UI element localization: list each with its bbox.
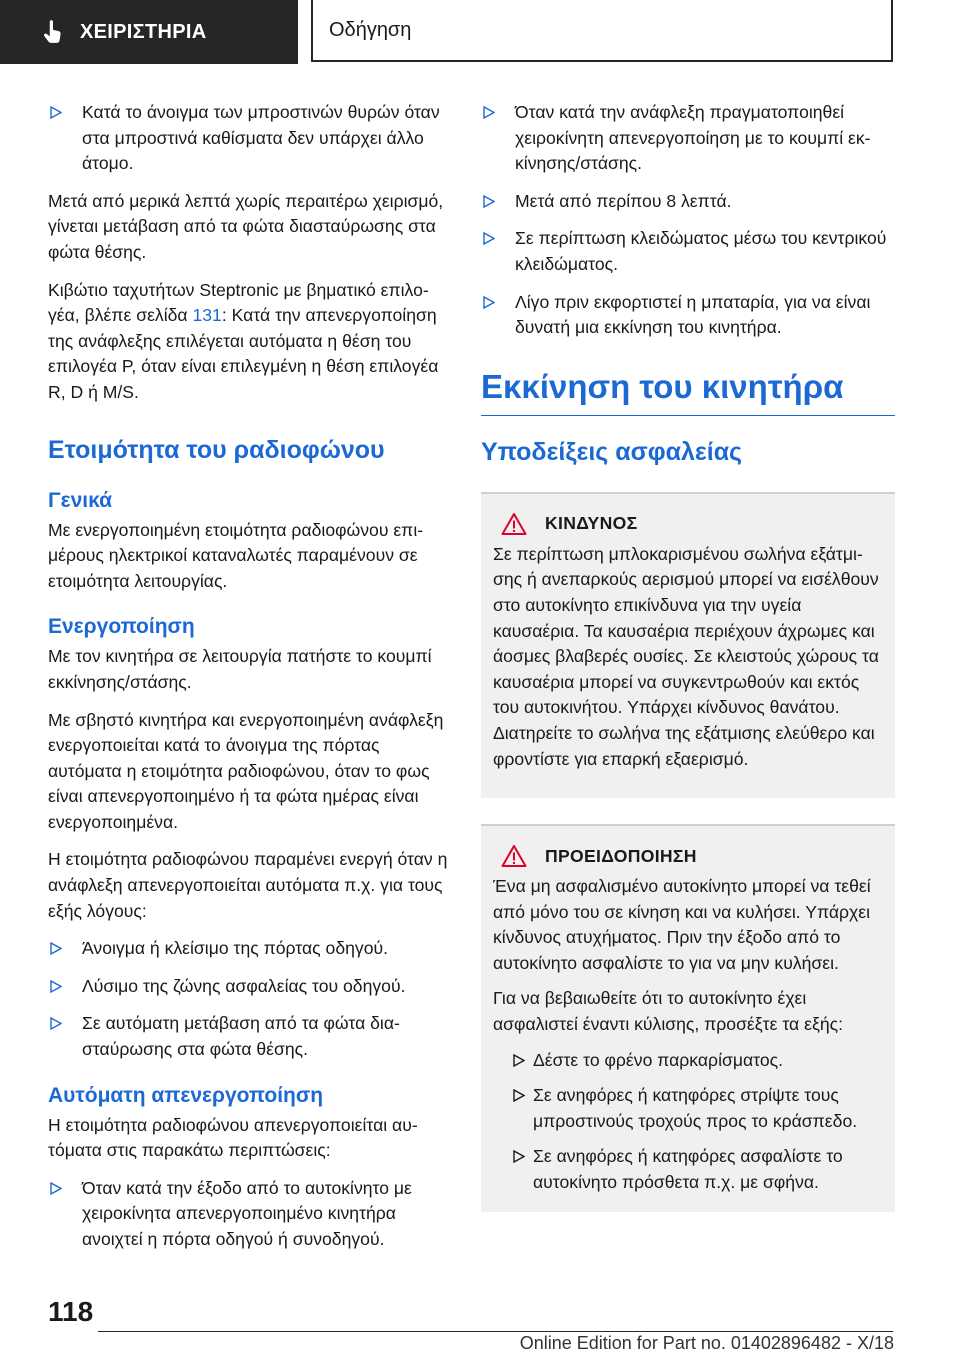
list-item: Σε ανηφόρες ή κατηφόρες ασφαλίστε το αυτοκίνητο πρόσθετα π.χ. με σφήνα. — [493, 1144, 883, 1195]
paragraph: Με σβηστό κινητήρα και ενεργοποιημένη ανάφλεξη ενεργοποιείται κατά το άνοιγμα της πόρτας αυτόματα η ετοιμότητα ραδιοφώνου, όταν το φως είναι απενεργοποιημένο ή τα φώτα ημέρας είναι ενεργοποιημένα. — [48, 709, 444, 832]
danger-box — [481, 492, 895, 798]
warning-text: Ένα μη ασφαλισμένο αυτοκίνητο μπορεί να τεθεί από μόνο του σε κίνηση και να κυλήσει. Υπάρχει κίνδυνος ατυχήματος. Πριν την έξοδο από το αυτοκίνητο ασφαλίστε το για να μην κυλήσει. — [493, 876, 871, 973]
paragraph: Κιβώτιο ταχυτήτων Steptronic με βηματικό επιλογέα, βλέπε σελίδα 131: Κατά την απενεργοποίηση της ανάφλεξης επιλέγεται αυτόματα η θέση του επιλογέα P, όταν είναι επιλεγμένη η θέση επιλογέα R, D ή M/S. — [48, 279, 439, 402]
list-item: Λύσιμο της ζώνης ασφαλείας του οδηγού. — [48, 974, 448, 1000]
list-item: Δέστε το φρένο παρκαρίσματος. — [493, 1048, 883, 1074]
triangle-bullet-icon — [50, 942, 62, 955]
list-item: Όταν κατά την ανάφλεξη πραγματοποιηθεί χειροκίνητη απενεργοποίηση με το κουμπί εκκίνησης/στάσης. — [481, 100, 895, 177]
list-item: Μετά από περίπου 8 λεπτά. — [481, 189, 895, 215]
subsection-heading: Αυτόματη απενεργοποίηση — [48, 1083, 324, 1107]
triangle-bullet-icon — [483, 195, 495, 208]
triangle-bullet-icon — [513, 1054, 525, 1067]
list-item: Σε περίπτωση κλειδώματος μέσω του κεντρικού κλειδώματος. — [481, 226, 895, 277]
list-item: Όταν κατά την έξοδο από το αυτοκίνητο με χειροκίνητα απενεργοποιημένο κινητήρα ανοιχτεί η πόρτα οδηγού ή συνοδηγού. — [48, 1176, 448, 1253]
footer-divider — [98, 1331, 893, 1332]
warning-triangle-icon — [501, 512, 527, 536]
page-number: 118 — [48, 1296, 94, 1327]
tab-section-label: Οδήγηση — [329, 18, 412, 41]
warning-box — [481, 824, 895, 1212]
triangle-bullet-icon — [50, 106, 62, 119]
list-item: Λίγο πριν εκφορτιστεί η μπαταρία, για να είναι δυνατή μια εκκίνηση του κινητήρα. — [481, 290, 895, 341]
danger-text: Σε περίπτωση μπλοκαρισμένου σωλήνα εξάτμισης ή ανεπαρκούς αερισμού μπορεί να εισέλθουν στο αυτοκίνητο επικίνδυνα για την υγεία καυσαέρια. Τα καυσαέρια περιέχουν άχρωμες και άοσμες βλαβερές ουσίες. Σε κλειστούς χώρους τα καυσαέρια μπορεί να συγκεντρωθούν και εκτός του αυτοκινήτου. Υπάρχει κίνδυνος θανάτου. Διατηρείτε το σωλήνα της εξάτμισης ελεύθερο και φροντίστε για επαρκή εξαερισμό. — [493, 543, 879, 769]
warning-text: Για να βεβαιωθείτε ότι το αυτοκίνητο έχει ασφαλιστεί έναντι κύλισης, προσέξτε τα εξής: — [493, 988, 843, 1035]
hand-pointer-icon — [40, 19, 66, 45]
paragraph: Η ετοιμότητα ραδιοφώνου απενεργοποιείται αυτόματα στις παρακάτω περιπτώσεις: — [48, 1114, 418, 1161]
triangle-bullet-icon — [50, 980, 62, 993]
list-item: Κατά το άνοιγμα των μπροστινών θυρών όταν στα μπροστινά καθίσματα δεν υπάρχει άλλο άτομο. — [48, 100, 448, 177]
paragraph: Με ενεργοποιημένη ετοιμότητα ραδιοφώνου επιμέρους ηλεκτρικοί καταναλωτές παραμένουν σε ετοιμότητα λειτουργίας. — [48, 519, 424, 591]
section-tab-controls[interactable] — [0, 0, 298, 64]
triangle-bullet-icon — [513, 1150, 525, 1163]
triangle-bullet-icon — [483, 296, 495, 309]
paragraph: Η ετοιμότητα ραδιοφώνου παραμένει ενεργή όταν η ανάφλεξη απενεργοποιείται αυτόματα π.χ. για τους εξής λόγους: — [48, 849, 448, 921]
list-item: Άνοιγμα ή κλείσιμο της πόρτας οδηγού. — [48, 936, 448, 962]
chapter-heading: Εκκίνηση του κινητήρα — [481, 367, 844, 405]
tab-active-label: ΧΕΙΡΙΣΤΗΡΙΑ — [80, 20, 207, 43]
page-link[interactable]: 131 — [192, 305, 222, 326]
triangle-bullet-icon — [50, 1017, 62, 1030]
section-heading: Ετοιμότητα του ραδιοφώνου — [48, 435, 385, 464]
paragraph: Μετά από μερικά λεπτά χωρίς περαιτέρω χειρισμό, γίνεται μετάβαση από τα φώτα διασταύρωσης στα φώτα θέσης. — [48, 190, 444, 262]
section-heading: Υποδείξεις ασφαλείας — [481, 437, 743, 466]
danger-title: ΚΙΝΔΥΝΟΣ — [545, 513, 638, 534]
triangle-bullet-icon — [513, 1089, 525, 1102]
subsection-heading: Γενικά — [48, 488, 113, 512]
triangle-bullet-icon — [50, 1182, 62, 1195]
paragraph: Με τον κινητήρα σε λειτουργία πατήστε το κουμπί εκκίνησης/στάσης. — [48, 646, 432, 692]
list-item: Σε αυτόματη μετάβαση από τα φώτα διασταύρωσης στα φώτα θέσης. — [48, 1011, 448, 1062]
warning-triangle-icon — [501, 844, 527, 868]
list-item: Σε ανηφόρες ή κατηφόρες στρίψτε τους μπροστινούς τροχούς προς το κράσπεδο. — [493, 1083, 883, 1134]
left-column — [48, 100, 448, 1265]
right-column — [481, 100, 895, 1212]
triangle-bullet-icon — [483, 106, 495, 119]
section-tab-driving[interactable] — [311, 0, 893, 62]
subsection-heading: Ενεργοποίηση — [48, 615, 195, 639]
warning-title: ΠΡΟΕΙΔΟΠΟΙΗΣΗ — [545, 845, 697, 866]
edition-text: Online Edition for Part no. 01402896482 - X/18 — [519, 1333, 894, 1353]
page-header — [0, 0, 960, 66]
triangle-bullet-icon — [483, 232, 495, 245]
chapter-divider — [481, 415, 895, 416]
